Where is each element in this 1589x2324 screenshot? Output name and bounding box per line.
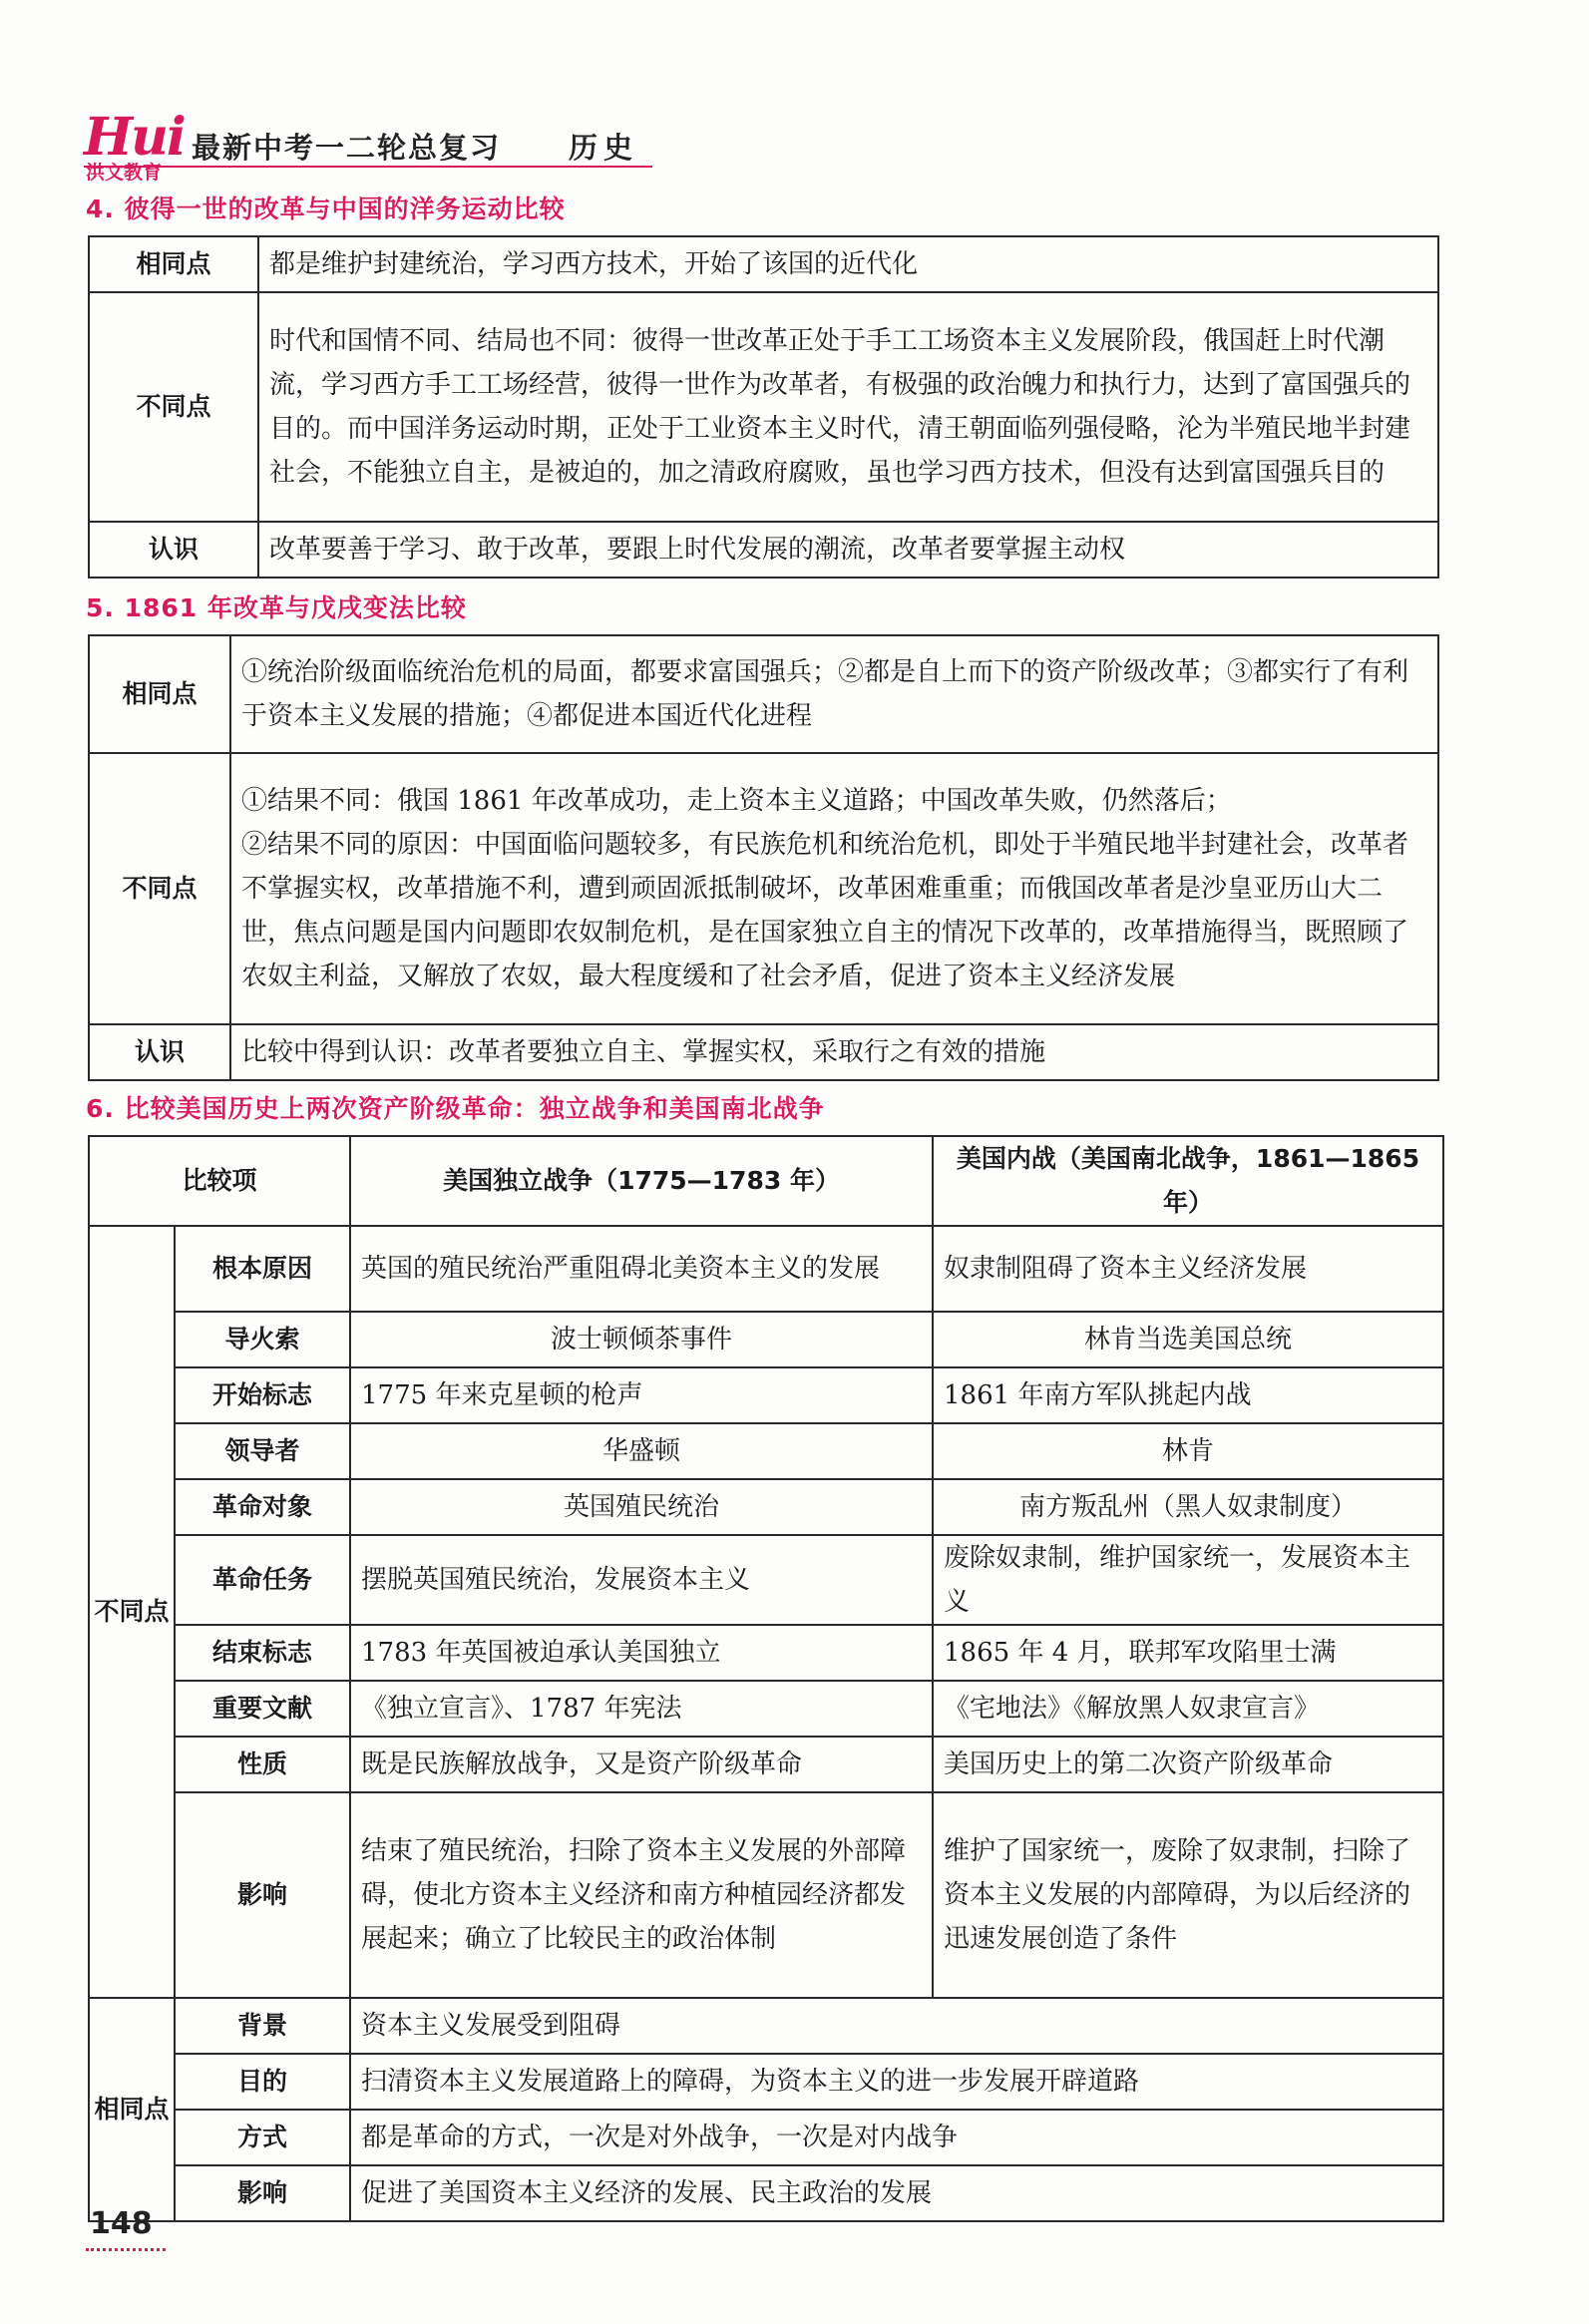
cell-civil-war: 维护了国家统一，废除了奴隶制，扫除了资本主义发展的内部障碍，为以后经济的迅速发展创造了条件 (933, 1792, 1443, 1998)
section-5-heading: 5. 1861 年改革与戊戌变法比较 (86, 593, 467, 622)
section-5-table (88, 634, 1439, 1081)
cell-civil-war: 废除奴隶制，维护国家统一，发展资本主义 (933, 1535, 1443, 1625)
row-label: 结束标志 (175, 1625, 350, 1681)
section-4-table (88, 235, 1439, 579)
cell-civil-war: 美国历史上的第二次资产阶级革命 (933, 1737, 1443, 1792)
table-row (89, 2165, 1443, 2221)
cell-shared: 促进了美国资本主义经济的发展、民主政治的发展 (350, 2165, 1443, 2221)
page-number-rule (86, 2248, 166, 2251)
row-label: 认识 (89, 522, 258, 578)
cell-independence: 《独立宣言》、1787 年宪法 (350, 1681, 933, 1737)
section-6-heading: 6. 比较美国历史上两次资产阶级革命：独立战争和美国南北战争 (86, 1094, 825, 1123)
row-label: 不同点 (89, 292, 258, 522)
book-title: 最新中考一二轮总复习 (192, 131, 502, 165)
table-row (89, 1423, 1443, 1479)
row-label: 开始标志 (175, 1367, 350, 1423)
table-header-row (89, 1136, 1443, 1226)
brand-logo: Hui (84, 107, 185, 168)
row-label: 领导者 (175, 1423, 350, 1479)
cell-civil-war: 《宅地法》《解放黑人奴隶宣言》 (933, 1681, 1443, 1737)
row-text-part-2: ②结果不同的原因：中国面临问题较多，有民族危机和统治危机，即处于半殖民地半封建社会，改革者不掌握实权，改革措施不利，遭到顽固派抵制破坏，改革困难重重；而俄国改革者是沙皇亚历山大二世，焦点问题是国内问题即农奴制危机，是在国家独立自主的情况下改革的，改革措施得当，既照顾了农奴主利益，又解放了农奴，最大程度缓和了社会矛盾，促进了资本主义经济发展 (241, 830, 1409, 991)
col-header-civil-war: 美国内战（美国南北战争，1861—1865 年） (933, 1136, 1443, 1226)
row-label: 性质 (175, 1737, 350, 1792)
row-label: 革命对象 (175, 1479, 350, 1535)
row-label: 相同点 (89, 236, 258, 292)
table-row (89, 1024, 1438, 1080)
cell-independence: 华盛顿 (350, 1423, 933, 1479)
table-row (89, 1226, 1443, 1312)
same-group-label: 相同点 (89, 1998, 175, 2221)
cell-civil-war: 南方叛乱州（黑人奴隶制度） (933, 1479, 1443, 1535)
row-label: 革命任务 (175, 1535, 350, 1625)
row-label: 重要文献 (175, 1681, 350, 1737)
row-label: 根本原因 (175, 1226, 350, 1312)
table-row (89, 292, 1438, 522)
cell-independence: 波士顿倾茶事件 (350, 1312, 933, 1367)
row-text (230, 753, 1438, 1024)
row-text: ①统治阶级面临统治危机的局面，都要求富国强兵；②都是自上而下的资产阶级改革；③都实行了有利于资本主义发展的措施；④都促进本国近代化进程 (230, 635, 1438, 753)
cell-independence: 1775 年来克星顿的枪声 (350, 1367, 933, 1423)
table-row (89, 1312, 1443, 1367)
subject-title: 历史 (569, 131, 639, 165)
col-header-independence: 美国独立战争（1775—1783 年） (350, 1136, 933, 1226)
section-4-heading: 4. 彼得一世的改革与中国的洋务运动比较 (86, 194, 566, 223)
table-row (89, 236, 1438, 292)
section-6-table (88, 1135, 1444, 2222)
cell-independence: 1783 年英国被迫承认美国独立 (350, 1625, 933, 1681)
row-label: 背景 (175, 1998, 350, 2054)
table-row (89, 522, 1438, 578)
row-text: 比较中得到认识：改革者要独立自主、掌握实权，采取行之有效的措施 (230, 1024, 1438, 1080)
table-row (89, 1625, 1443, 1681)
table-row (89, 1367, 1443, 1423)
table-row (89, 1737, 1443, 1792)
row-text: 改革要善于学习、敢于改革，要跟上时代发展的潮流，改革者要掌握主动权 (258, 522, 1438, 578)
row-text-part-1: ①结果不同：俄国 1861 年改革成功，走上资本主义道路；中国改革失败，仍然落后； (241, 786, 1232, 816)
table-row (89, 1998, 1443, 2054)
cell-civil-war: 奴隶制阻碍了资本主义经济发展 (933, 1226, 1443, 1312)
row-label: 认识 (89, 1024, 230, 1080)
cell-civil-war: 林肯当选美国总统 (933, 1312, 1443, 1367)
row-label: 相同点 (89, 635, 230, 753)
row-text: 时代和国情不同、结局也不同：彼得一世改革正处于手工工场资本主义发展阶段，俄国赶上时代潮流，学习西方手工工场经营，彼得一世作为改革者，有极强的政治魄力和执行力，达到了富国强兵的目的。而中国洋务运动时期，正处于工业资本主义时代，清王朝面临列强侵略，沦为半殖民地半封建社会，不能独立自主，是被迫的，加之清政府腐败，虽也学习西方技术，但没有达到富国强兵目的 (258, 292, 1438, 522)
header-rule (84, 166, 652, 168)
cell-civil-war: 1861 年南方军队挑起内战 (933, 1367, 1443, 1423)
cell-independence: 摆脱英国殖民统治，发展资本主义 (350, 1535, 933, 1625)
cell-independence: 英国的殖民统治严重阻碍北美资本主义的发展 (350, 1226, 933, 1312)
diff-group-label: 不同点 (89, 1226, 175, 1998)
col-header-item: 比较项 (89, 1136, 350, 1226)
table-row (89, 2110, 1443, 2165)
table-row (89, 2054, 1443, 2110)
row-text: 都是维护封建统治，学习西方技术，开始了该国的近代化 (258, 236, 1438, 292)
table-row (89, 1681, 1443, 1737)
row-label: 方式 (175, 2110, 350, 2165)
row-label: 影响 (175, 1792, 350, 1998)
cell-civil-war: 1865 年 4 月，联邦军攻陷里士满 (933, 1625, 1443, 1681)
table-row (89, 635, 1438, 753)
cell-shared: 都是革命的方式，一次是对外战争，一次是对内战争 (350, 2110, 1443, 2165)
cell-shared: 资本主义发展受到阻碍 (350, 1998, 1443, 2054)
row-label: 影响 (175, 2165, 350, 2221)
cell-shared: 扫清资本主义发展道路上的障碍，为资本主义的进一步发展开辟道路 (350, 2054, 1443, 2110)
row-label: 导火索 (175, 1312, 350, 1367)
row-label: 目的 (175, 2054, 350, 2110)
cell-civil-war: 林肯 (933, 1423, 1443, 1479)
table-row (89, 753, 1438, 1024)
cell-independence: 结束了殖民统治，扫除了资本主义发展的外部障碍，使北方资本主义经济和南方种植园经济都发展起来；确立了比较民主的政治体制 (350, 1792, 933, 1998)
page-number: 148 (90, 2206, 153, 2241)
table-row (89, 1479, 1443, 1535)
table-row (89, 1792, 1443, 1998)
cell-independence: 英国殖民统治 (350, 1479, 933, 1535)
table-row (89, 1535, 1443, 1625)
cell-independence: 既是民族解放战争，又是资产阶级革命 (350, 1737, 933, 1792)
row-label: 不同点 (89, 753, 230, 1024)
brand-name: 洪文教育 (86, 162, 163, 184)
